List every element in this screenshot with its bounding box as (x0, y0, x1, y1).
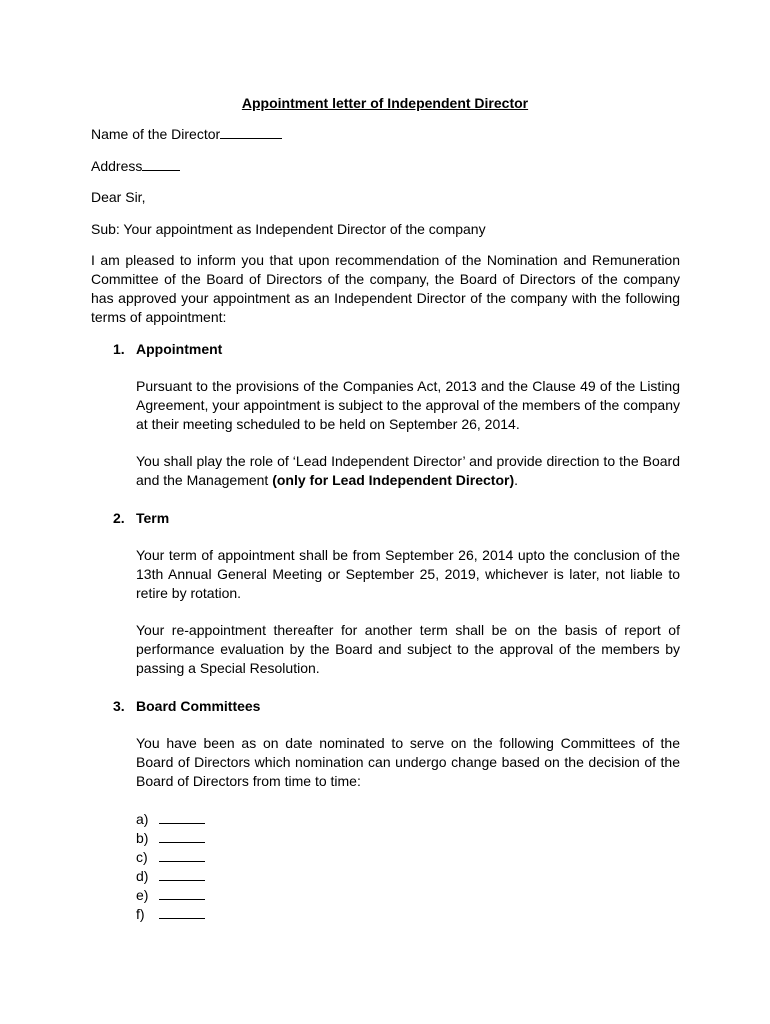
list-item (136, 905, 205, 924)
list-letter: a) (136, 811, 149, 827)
section-title: Appointment (136, 341, 223, 357)
list-blank (159, 829, 205, 843)
list-item (136, 848, 205, 867)
subject-line: Sub: Your appointment as Independent Director of the company (91, 221, 486, 237)
list-blank (159, 886, 205, 900)
appointment-paragraph-2-text: You shall play the role of ‘Lead Independent Director’ and provide direction to the Board and the Management (136, 453, 680, 488)
list-letter: d) (136, 868, 149, 884)
term-paragraph-1: Your term of appointment shall be from September 26, 2014 upto the conclusion of the 13th Annual General Meeting or September 25, 2019, whichever is later, not liable to retire by rotation. (136, 547, 680, 601)
intro-paragraph: I am pleased to inform you that upon recommendation of the Nomination and Remuneration Committee of the Board of Directors of the company, the Board of Directors of the company has approved your appointment as an Independent Director of the company with the following terms of appointment: (91, 252, 680, 325)
section-heading-term (113, 509, 169, 527)
section-number: 3. (113, 698, 125, 714)
committees-paragraph: You have been as on date nominated to serve on the following Committees of the Board of Directors which nomination can undergo change based on the decision of the Board of Directors from time to time: (136, 735, 680, 789)
list-item (136, 867, 205, 886)
section-title: Board Committees (136, 698, 261, 714)
list-item (136, 886, 205, 905)
address-line (91, 157, 180, 175)
address-blank (142, 158, 180, 171)
list-item (136, 829, 205, 848)
list-item (136, 810, 205, 829)
committee-list (136, 810, 205, 924)
section-title: Term (136, 510, 170, 526)
list-letter: b) (136, 830, 149, 846)
section-number: 1. (113, 341, 125, 357)
salutation: Dear Sir, (91, 189, 146, 205)
list-letter: e) (136, 887, 149, 903)
list-blank (159, 905, 205, 919)
list-blank (159, 867, 205, 881)
director-name-label: Name of the Director (91, 126, 221, 142)
term-paragraph-2: Your re-appointment thereafter for another term shall be on the basis of report of performance evaluation by the Board and subject to the approval of the members by passing a Special Resolution. (136, 622, 680, 676)
appointment-paragraph-2 (136, 452, 680, 490)
director-name-line (91, 125, 282, 143)
letter-title: Appointment letter of Independent Director (241, 95, 529, 111)
director-name-blank (220, 126, 282, 139)
appointment-paragraph-2-end: . (514, 472, 519, 488)
section-heading-board-committees (113, 697, 260, 715)
section-number: 2. (113, 510, 125, 526)
list-blank (159, 848, 205, 862)
appointment-paragraph-1: Pursuant to the provisions of the Companies Act, 2013 and the Clause 49 of the Listing Agreement, your appointment is subject to the approval of the members of the company at their meeting scheduled to be held on September 26, 2014. (136, 378, 680, 432)
list-letter: c) (136, 849, 148, 865)
section-heading-appointment (113, 340, 222, 358)
list-blank (159, 810, 205, 824)
list-letter: f) (136, 906, 145, 922)
address-label: Address (91, 158, 143, 174)
lead-director-note: (only for Lead Independent Director) (272, 472, 515, 488)
